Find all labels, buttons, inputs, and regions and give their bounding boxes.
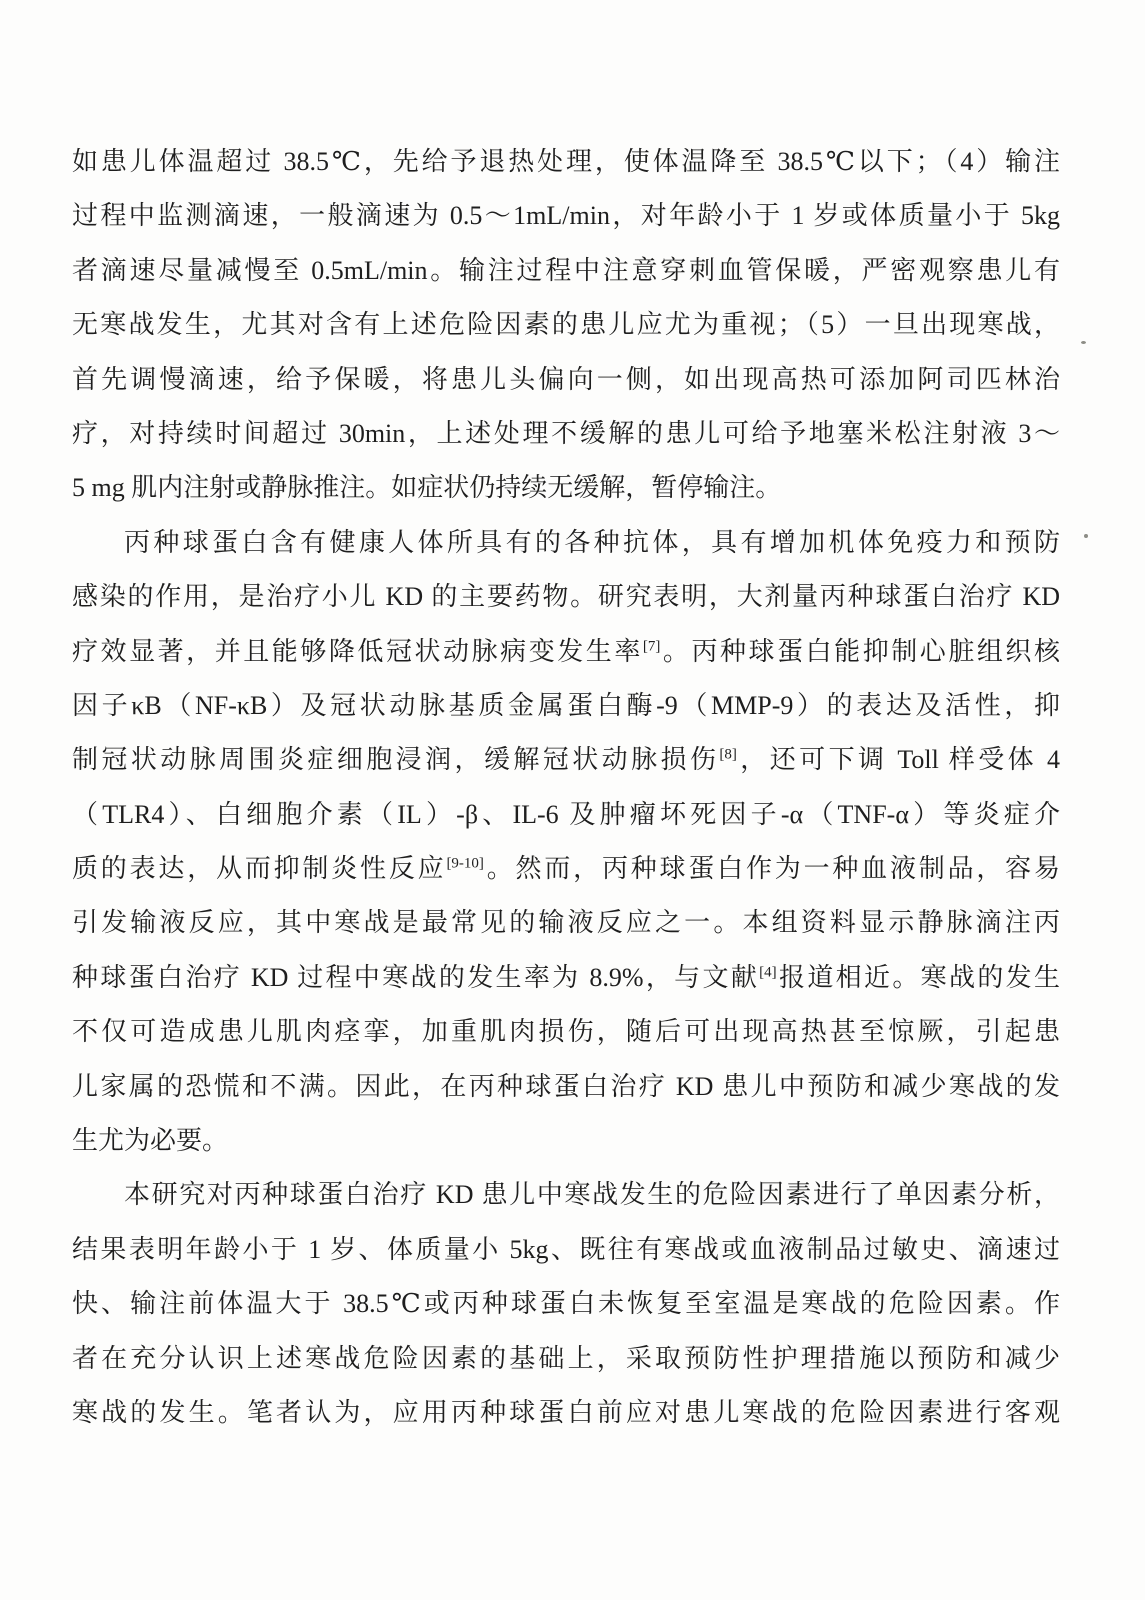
text-line [72,135,1060,189]
paragraph-first-line [72,1168,1060,1222]
text-line [72,788,1060,842]
text-line [72,570,1060,624]
text-line [72,842,1060,896]
line-text: 疗效显著，并且能够降低冠状动脉病变发生率 [72,636,643,666]
line-text: 引发输液反应，其中寒战是最常见的输液反应之一。本组资料显示静脉滴注丙 [72,908,1060,938]
line-text: 质的表达，从而抑制炎性反应 [72,854,447,884]
line-text: 生尤为必要。 [72,1126,229,1156]
line-text: 如患儿体温超过 38.5℃，先给予退热处理，使体温降至 38.5℃以下；（4）输注 [72,147,1060,176]
text-line [72,1060,1060,1114]
text-line [72,1223,1060,1277]
line-text: 丙种球蛋白含有健康人体所具有的各种抗体，具有增加机体免疫力和预防 [124,527,1060,557]
text-line [72,1114,1060,1168]
text-line [72,1386,1060,1440]
text-line [72,896,1060,950]
citation-superscript: [8] [719,746,737,763]
text-line [72,733,1060,787]
line-text: 过程中监测滴速，一般滴速为 0.5～1mL/min，对年龄小于 1 岁或体质量小于 5kg [72,201,1060,231]
scan-artifact-speck [1081,341,1086,344]
citation-superscript: [7] [642,637,661,654]
line-text: 因子κB（NF-κB）及冠状动脉基质金属蛋白酶-9（MMP-9）的表达及活性，抑 [72,690,1060,720]
line-text: 首先调慢滴速，给予保暖，将患儿头偏向一侧，如出现高热可添加阿司匹林治 [72,364,1060,394]
line-text: 。丙种球蛋白能抑制心脏组织核 [660,636,1060,666]
text-line [72,1277,1060,1331]
line-text: 5 mg 肌内注射或静脉推注。如症状仍持续无缓解，暂停输注。 [72,473,782,503]
line-text: 不仅可造成患儿肌肉痉挛，加重肌肉损伤，随后可出现高热甚至惊厥，引起患 [72,1017,1060,1047]
text-line [72,461,1060,515]
line-text: 快、输注前体温大于 38.5℃或丙种球蛋白未恢复至室温是寒战的危险因素。作 [72,1289,1060,1319]
text-line [72,1332,1060,1386]
citation-superscript: [9-10] [446,855,484,872]
text-line [72,1005,1060,1059]
scan-artifact-speck [1084,534,1088,538]
text-line [72,298,1060,352]
text-line [72,407,1060,461]
text-line [72,679,1060,733]
line-text: 制冠状动脉周围炎症细胞浸润，缓解冠状动脉损伤 [72,745,720,775]
line-text: 无寒战发生，尤其对含有上述危险因素的患儿应尤为重视；（5）一旦出现寒战， [72,310,1060,340]
text-line [72,625,1060,679]
paragraph-first-line [72,516,1060,570]
line-text: 寒战的发生。笔者认为，应用丙种球蛋白前应对患儿寒战的危险因素进行客观 [72,1397,1060,1427]
line-text: 结果表明年龄小于 1 岁、体质量小 5kg、既往有寒战或血液制品过敏史、滴速过 [72,1234,1060,1264]
line-text: 本研究对丙种球蛋白治疗 KD 患儿中寒战发生的危险因素进行了单因素分析， [124,1180,1060,1210]
text-line [72,353,1060,407]
line-text: ，还可下调 Toll 样受体 4 [736,745,1060,775]
line-text: 儿家属的恐慌和不满。因此，在丙种球蛋白治疗 KD 患儿中预防和减少寒战的发 [72,1071,1060,1101]
line-text: 报道相近。寒战的发生 [776,962,1060,992]
line-text: （TLR4）、白细胞介素（IL）-β、IL-6 及肿瘤坏死因子-α（TNF-α）等炎症介 [72,799,1060,829]
body-text [72,135,1060,1440]
text-line [72,244,1060,298]
text-line [72,189,1060,243]
line-text: 种球蛋白治疗 KD 过程中寒战的发生率为 8.9%，与文献 [72,962,760,992]
text-line [72,951,1060,1005]
citation-superscript: [4] [759,964,777,981]
line-text: 者在充分认识上述寒战危险因素的基础上，采取预防性护理措施以预防和减少 [72,1343,1060,1373]
line-text: 疗，对持续时间超过 30min，上述处理不缓解的患儿可给予地塞米松注射液 3～ [72,418,1060,448]
line-text: 感染的作用，是治疗小儿 KD 的主要药物。研究表明，大剂量丙种球蛋白治疗 KD [72,582,1060,612]
line-text: 。然而，丙种球蛋白作为一种血液制品，容易 [483,854,1060,884]
line-text: 者滴速尽量减慢至 0.5mL/min。输注过程中注意穿刺血管保暖，严密观察患儿有 [72,255,1060,285]
